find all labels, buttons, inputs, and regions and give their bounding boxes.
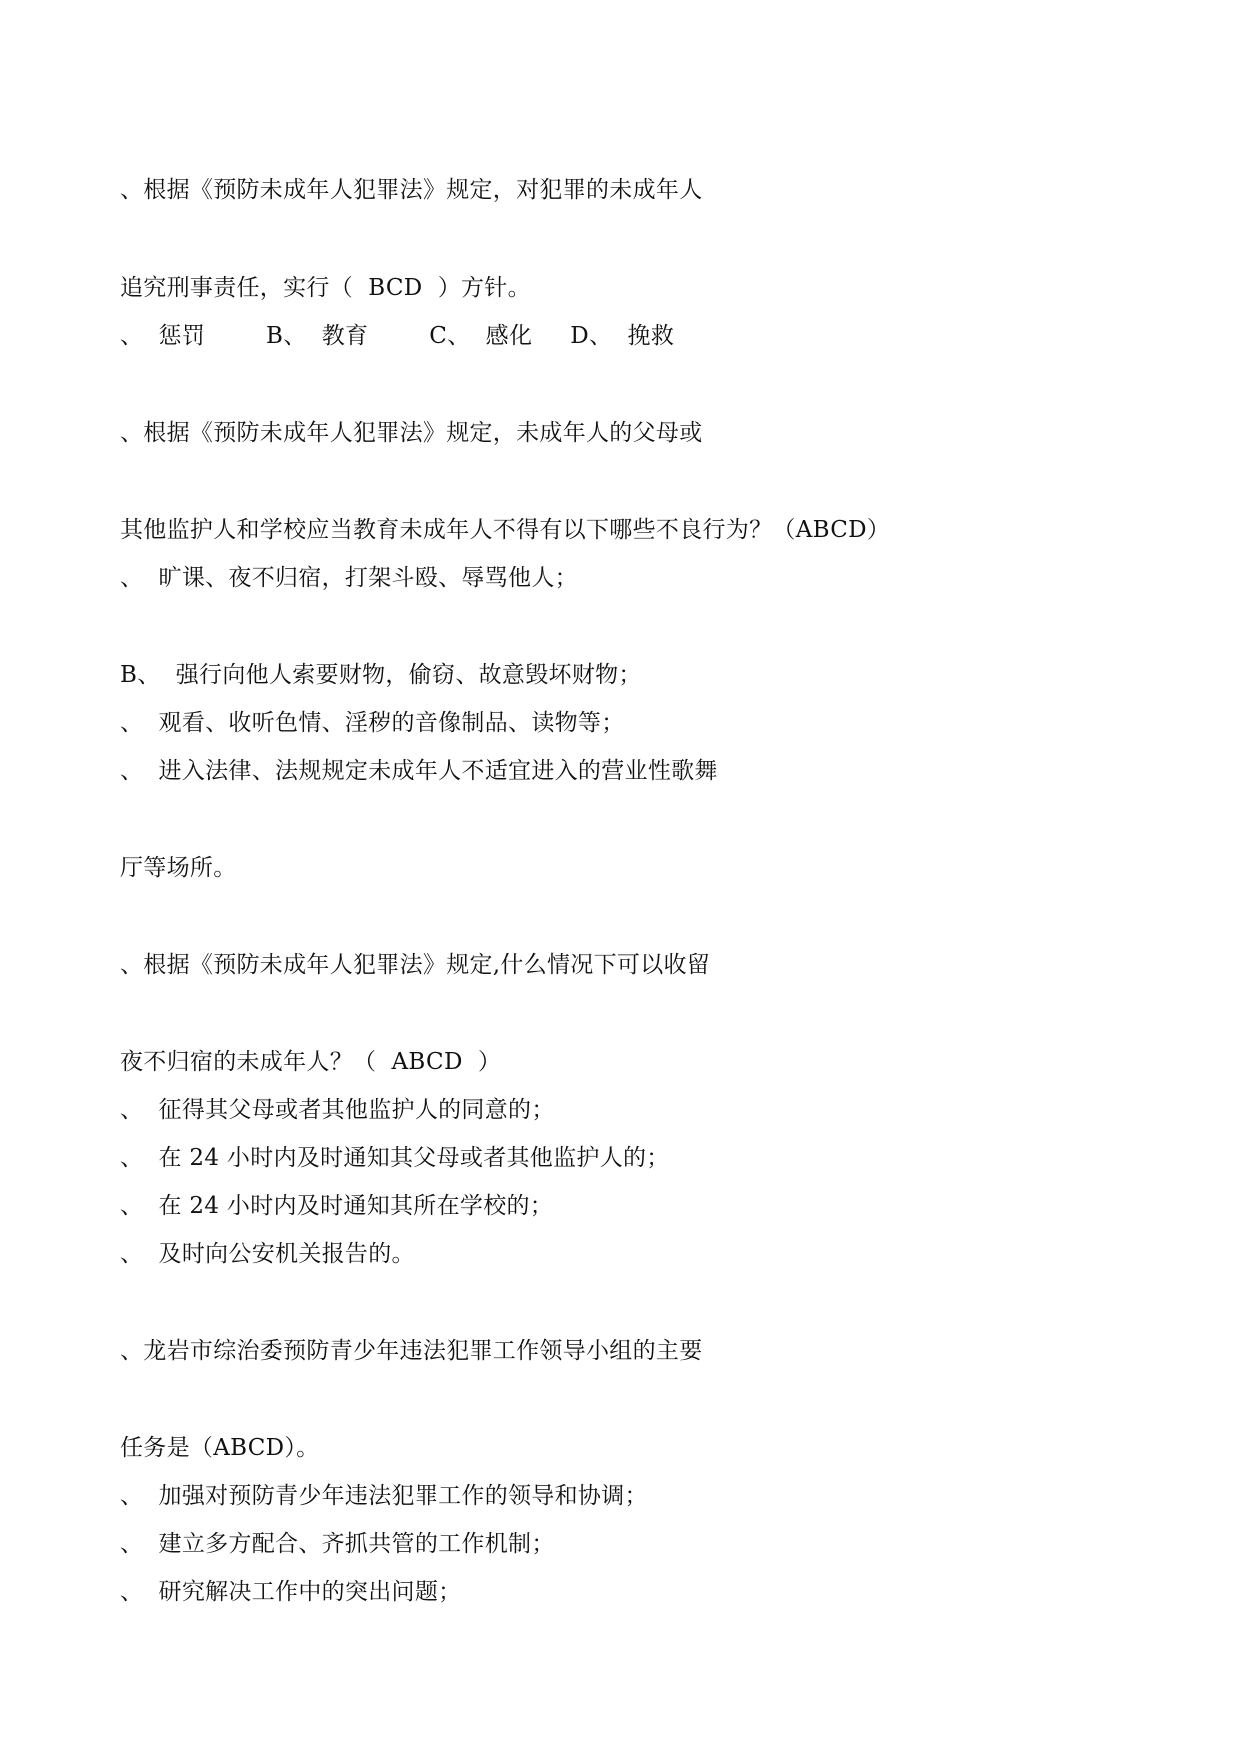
q3-option-c: 、 在 24 小时内及时通知其所在学校的； xyxy=(120,1193,554,1219)
q3-option-d: 、 及时向公安机关报告的。 xyxy=(120,1241,415,1267)
q2-stem-line1: 、根据《预防未成年人犯罪法》规定，未成年人的父母或 xyxy=(120,420,703,446)
q1-stem-line2: 追究刑事责任，实行（ BCD ）方针。 xyxy=(120,275,531,301)
q3-option-b: 、 在 24 小时内及时通知其父母或者其他监护人的； xyxy=(120,1145,670,1171)
q3-option-a: 、 征得其父母或者其他监护人的同意的； xyxy=(120,1097,555,1123)
q1-stem-line1: 、根据《预防未成年人犯罪法》规定，对犯罪的未成年人 xyxy=(120,177,703,203)
q2-stem-line2: 其他监护人和学校应当教育未成年人不得有以下哪些不良行为？（ABCD） xyxy=(120,517,891,543)
q2-option-c: 、 观看、收听色情、淫秽的音像制品、读物等； xyxy=(120,710,625,736)
q2-option-d: 、 进入法律、法规规定未成年人不适宜进入的营业性歌舞 xyxy=(120,758,718,784)
q3-stem-line2: 夜不归宿的未成年人？（ ABCD ） xyxy=(120,1049,502,1075)
q4-stem-line1: 、龙岩市综治委预防青少年违法犯罪工作领导小组的主要 xyxy=(120,1338,703,1364)
q4-option-c: 、 研究解决工作中的突出问题； xyxy=(120,1579,462,1605)
q4-stem-line2: 任务是（ABCD）。 xyxy=(120,1435,320,1461)
q2-option-a: 、 旷课、夜不归宿，打架斗殴、辱骂他人； xyxy=(120,565,578,591)
q4-option-b: 、 建立多方配合、齐抓共管的工作机制； xyxy=(120,1531,555,1557)
q1-options: 、 惩罚 B、 教育 C、 感化 D、 挽救 xyxy=(120,323,675,349)
q3-stem-line1: 、根据《预防未成年人犯罪法》规定,什么情况下可以收留 xyxy=(120,952,711,978)
q4-option-a: 、 加强对预防青少年违法犯罪工作的领导和协调； xyxy=(120,1483,648,1509)
q2-option-b: B、 强行向他人索要财物，偷窃、故意毁坏财物； xyxy=(120,662,642,688)
q2-option-d-continued: 厅等场所。 xyxy=(120,855,237,881)
